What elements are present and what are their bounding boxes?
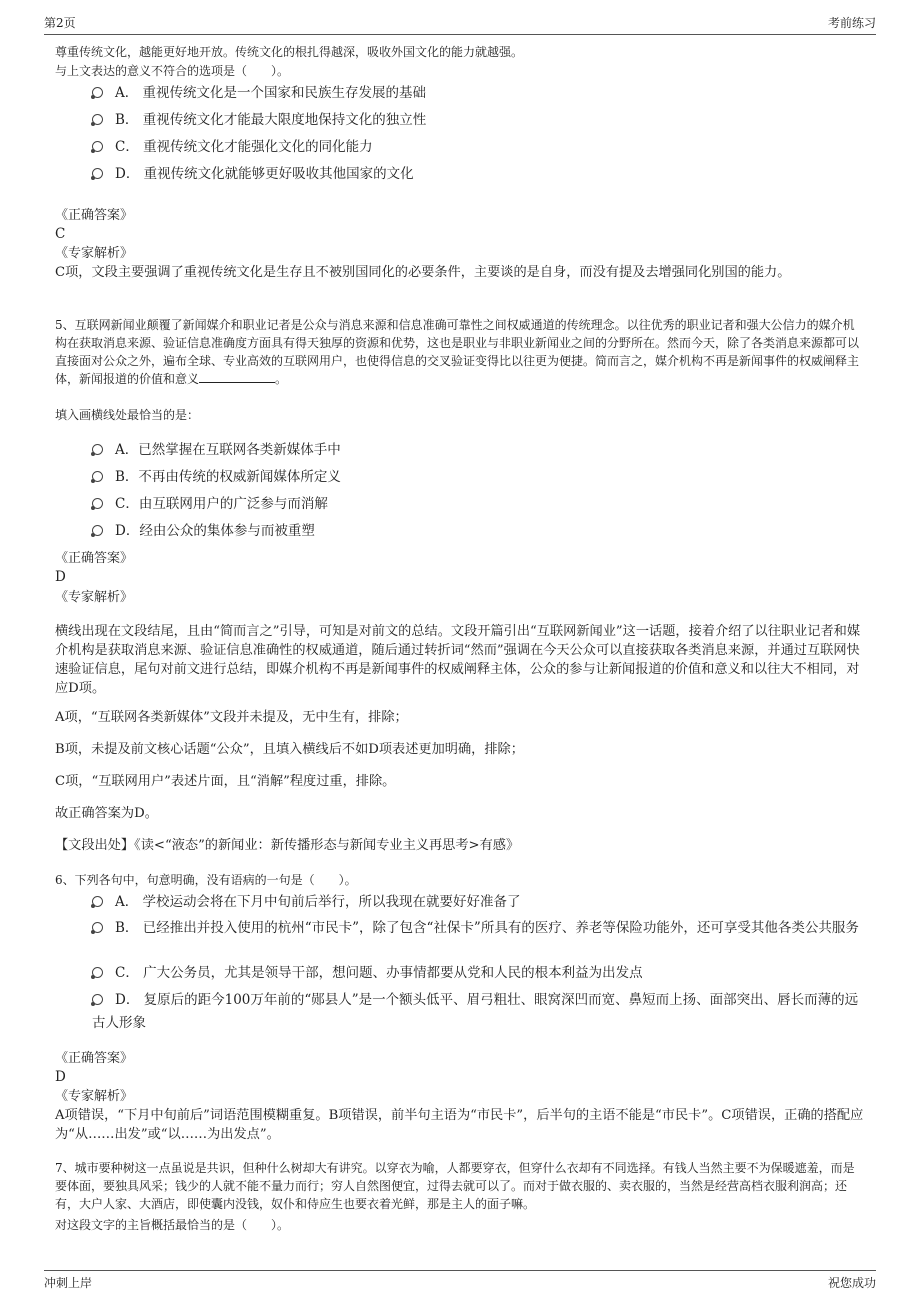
radio-icon[interactable]: [92, 87, 103, 98]
q4-analysis-label: 《专家解析》: [55, 246, 134, 261]
q5-analysis-a: A项，“互联网各类新媒体”文段并未提及，无中生有，排除；: [55, 710, 408, 725]
q4-passage-end: 尊重传统文化，越能更好地开放。传统文化的根扎得越深，吸收外国文化的能力就越强。: [55, 45, 524, 59]
q4-analysis: C项，文段主要强调了重视传统文化是生存且不被别国同化的必要条件，主要谈的是自身，而没有提及去增强同化别国的能力。: [55, 265, 791, 280]
q6-option-d[interactable]: D． 复原后的距今100万年前的“郧县人”是一个额头低平、眉弓粗壮、眼窝深凹而宽、鼻短而上扬、面部突出、唇长而薄的远古人形象: [92, 992, 859, 1031]
q5-source: 【文段出处】《读<“液态”的新闻业：新传播形态与新闻专业主义再思考>有感》: [55, 838, 520, 853]
q6-option-b[interactable]: B． 已经推出并投入使用的杭州“市民卡”，除了包含“社保卡”所具有的医疗、养老等保险功能外，还可享受其他各类公共服务: [92, 917, 867, 940]
footer-right-text: 祝您成功: [827, 1276, 876, 1290]
radio-icon[interactable]: [92, 444, 103, 455]
radio-icon[interactable]: [92, 498, 103, 509]
q4-option-a[interactable]: A． 重视传统文化是一个国家和民族生存发展的基础: [92, 82, 867, 105]
radio-icon[interactable]: [92, 525, 103, 536]
page-header: [44, 14, 876, 35]
q5-prompt: 填入画横线处最恰当的是：: [55, 408, 200, 422]
q6-option-c[interactable]: C． 广大公务员，尤其是领导干部，想问题、办事情都要从党和人民的根本利益为出发点: [92, 962, 867, 985]
q7-passage: 7、城市要种树这一点虽说是共识，但种什么树却大有讲究。以穿衣为喻，人都要穿衣，但穿什么衣却有不同选择。有钱人当然主要不为保暖遮羞，而是要体面，要独具风采；钱少的人就不能不量力而行；穷人自然图便宜，过得去就可以了。而对于做衣服的、卖衣服的，当然是经营高档衣服利润高；还有，大户人家、大酒店，即使囊内没钱，奴仆和侍应生也要衣着光鲜，那是主人的面子嘛。: [55, 1161, 855, 1211]
radio-icon[interactable]: [92, 896, 103, 907]
q5-option-d[interactable]: D．经由公众的集体参与而被重塑: [92, 520, 867, 543]
q5-option-a[interactable]: A．已然掌握在互联网各类新媒体手中: [92, 439, 867, 462]
q6-analysis-label: 《专家解析》: [55, 1089, 134, 1104]
q5-option-b[interactable]: B．不再由传统的权威新闻媒体所定义: [92, 466, 867, 489]
q5-analysis-label: 《专家解析》: [55, 590, 134, 605]
q4-answer-label: 《正确答案》: [55, 208, 134, 223]
q5-answer: D: [55, 569, 66, 585]
q6-answer: D: [55, 1069, 66, 1085]
q4-prompt: 与上文表达的意义不符合的选项是（ ）。: [55, 64, 290, 78]
q5-analysis-c: C项，“互联网用户”表述片面，且“消解”程度过重，排除。: [55, 774, 396, 789]
radio-icon[interactable]: [92, 168, 103, 179]
q6-prompt: 6、下列各句中，句意明确，没有语病的一句是（ ）。: [55, 873, 357, 887]
q5-option-c[interactable]: C．由互联网用户的广泛参与而消解: [92, 493, 867, 516]
q5-answer-label: 《正确答案》: [55, 551, 134, 566]
q4-answer: C: [55, 226, 66, 242]
page-footer: [44, 1270, 876, 1291]
page-number: 第2页: [44, 16, 76, 30]
q5-analysis-conclusion: 故正确答案为D。: [55, 806, 158, 821]
radio-icon[interactable]: [92, 922, 103, 933]
radio-icon[interactable]: [92, 114, 103, 125]
q4-option-b[interactable]: B． 重视传统文化才能最大限度地保持文化的独立性: [92, 109, 867, 132]
radio-icon[interactable]: [92, 994, 103, 1005]
q6-option-a[interactable]: A． 学校运动会将在下月中旬前后举行，所以我现在就要好好准备了: [92, 891, 867, 914]
radio-icon[interactable]: [92, 141, 103, 152]
q5-analysis-main: 横线出现在文段结尾，且由“简而言之”引导，可知是对前文的总结。文段开篇引出“互联网新闻业”这一话题，接着介绍了以往职业记者和媒介机构是获取消息来源、验证信息准确性的权威通道，随后通过转折词“然而”强调在今天公众可以直接获取各类消息来源，并通过互联网快速验证信息，尾句对前文进行总结，即媒介机构不再是新闻事件的权威阐释主体，公众的参与让新闻报道的价值和意义和以往大不相同，对应D项。: [55, 624, 861, 696]
footer-left-text: 冲刺上岸: [44, 1276, 93, 1290]
fill-blank: [199, 370, 275, 383]
q5-analysis-b: B项，未提及前文核心话题“公众”，且填入横线后不如D项表述更加明确，排除；: [55, 742, 524, 757]
radio-icon[interactable]: [92, 471, 103, 482]
q4-option-d[interactable]: D． 重视传统文化就能够更好吸收其他国家的文化: [92, 163, 867, 186]
q6-answer-label: 《正确答案》: [55, 1051, 134, 1066]
radio-icon[interactable]: [92, 967, 103, 978]
q7-prompt: 对这段文字的主旨概括最恰当的是（ ）。: [55, 1218, 290, 1232]
q5-passage: 5、互联网新闻业颠覆了新闻媒介和职业记者是公众与消息来源和信息准确可靠性之间权威通道的传统理念。以往优秀的职业记者和强大公信力的媒介机构在获取消息来源、验证信息准确度方面具有得天独厚的资源和优势，这也是职业与非职业新闻业之间的分野所在。然而今天，除了各类消息来源都可以直接面对公众之外，遍布全球、专业高效的互联网用户，也使得信息的交叉验证变得比以往更为便捷。简而言之，媒介机构不再是新闻事件的权威阐释主体，新闻报道的价值和意义 。: [55, 318, 860, 386]
q4-option-c[interactable]: C． 重视传统文化才能强化文化的同化能力: [92, 136, 867, 159]
header-title: 考前练习: [827, 16, 876, 30]
q6-analysis: A项错误，“下月中旬前后”词语范围模糊重复。B项错误，前半句主语为“市民卡”，后半句的主语不能是“市民卡”。C项错误，正确的搭配应为“从……出发”或“以……为出发点”。: [55, 1108, 864, 1142]
